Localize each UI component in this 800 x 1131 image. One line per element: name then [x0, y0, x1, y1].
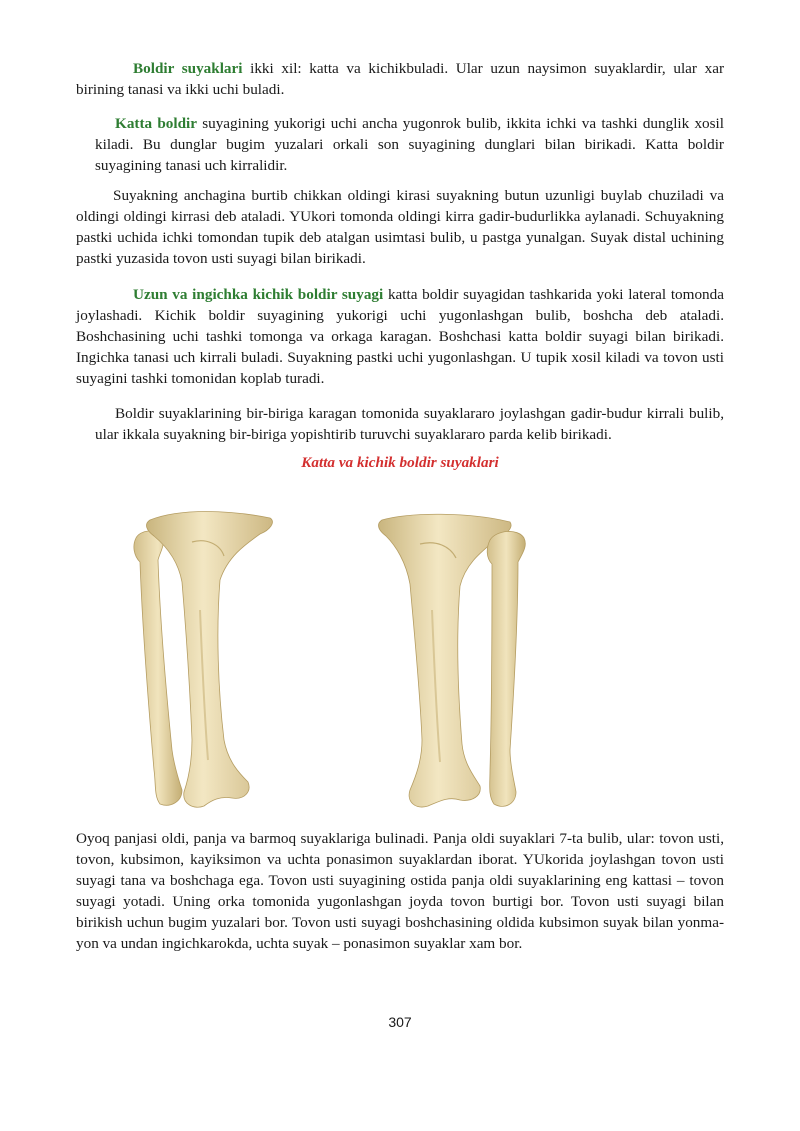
term-boldir-suyaklari: Boldir suyaklari	[133, 60, 243, 77]
page-number: 307	[388, 1014, 412, 1030]
term-katta-boldir: Katta boldir	[115, 115, 197, 132]
fibula-left	[134, 531, 182, 805]
paragraph-text: ikki xil: katta va kichikbuladi. Ular uzun naysimon suyaklardir, ular xar birining tanasi va ikki uchi buladi.	[76, 60, 725, 98]
bones-illustration	[120, 500, 550, 820]
tibia-fibula-image	[120, 500, 550, 820]
paragraph-anterior-crest	[76, 185, 724, 269]
figure-caption: Katta va kichik boldir suyaklari	[301, 454, 499, 471]
fibula-right	[487, 531, 525, 806]
term-kichik-boldir-suyagi: Uzun va ingichka kichik boldir suyagi	[133, 286, 384, 303]
paragraph-interosseous	[95, 403, 724, 445]
paragraph-text: Oyoq panjasi oldi, panja va barmoq suyaklariga bulinadi. Panja oldi suyaklari 7-ta bulib, ular: tovon usti, tovon, kubsimon, kayiksimon va uchta ponasimon suyaklardan iborat. YUkorida joylashgan tovon usti suyagi tana va boshchaga ega. Tovon usti suyagining ostida panja oldi suyaklarining eng kattasi – tovon suyagi yotadi. Uning orka tomonida yugonlashgan joyda tovon burtigi bor. Tovon usti suyagi bilan birikish uchun bugim yuzalari bor. Tovon usti suyagi boshchasining oldida kubsimon suyak bilan yonma-yon va undan ingichkarokda, uchta suyak – ponasimon suyaklar xam bor.	[76, 830, 724, 952]
paragraph-foot-bones	[76, 828, 724, 954]
paragraph-text: Suyakning anchagina burtib chikkan oldingi kirasi suyakning butun uzunligi buylab chuziladi va oldingi oldingi kirrasi deb ataladi. YUkori tomonda oldingi kirra gadir-budurlikka aylanadi. Schuyakning pastki uchida ichki tomondan tupik deb atalgan usimtasi bulib, u pastga yunalgan. Suyak distal uchining pastki yuzasida tovon usti suyagi bilan birikadi.	[76, 187, 724, 267]
paragraph-tibia-fibula-intro	[76, 58, 724, 100]
paragraph-text: katta boldir suyagidan tashkarida yoki lateral tomonda joylashadi. Kichik boldir suyagining yukorigi uchi yugonlashgan bulib, boshcha deb ataladi. Boshchasining uchi tashki tomonga va orkaga karagan. Boshchasi katta boldir suyagi bilan birikadi. Ingichka tanasi uch kirrali buladi. Suyakning pastki uchi yugonlashgan. U tupik xosil kiladi va tovon usti suyagini tashki tomonidan koplab turadi.	[76, 286, 724, 387]
paragraph-tibia	[95, 113, 724, 176]
paragraph-text: Boldir suyaklarining bir-biriga karagan tomonida suyaklararo joylashgan gadir-budur kirrali bulib, ular ikkala suyakning bir-biriga yopishtirib turuvchi suyaklararo parda kelib birikadi.	[95, 405, 724, 443]
paragraph-fibula	[76, 284, 724, 389]
paragraph-text: suyagining yukorigi uchi ancha yugonrok bulib, ikkita ichki va tashki dunglik xosil kiladi. Bu dunglar bugim yuzalari orkali son suyagining dunglari bilan birikadi. Katta boldir suyagining tanasi uch kirralidir.	[95, 115, 724, 174]
